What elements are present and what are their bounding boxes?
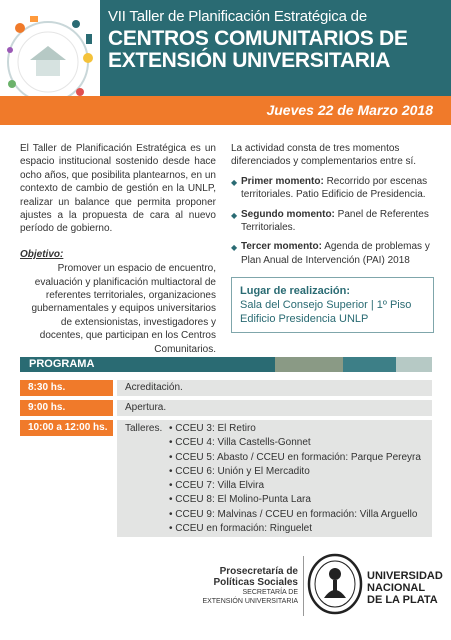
- secretaria-line: SECRETARÍA DE: [242, 589, 298, 596]
- activity-column: [231, 142, 434, 333]
- decorative-segment: [275, 357, 343, 372]
- moment-title: Tercer momento:: [241, 241, 322, 253]
- secretaria-line: Políticas Sociales: [213, 577, 298, 588]
- university-name-line: UNIVERSIDAD: [367, 570, 443, 582]
- diamond-bullet-icon: ◆: [231, 243, 238, 253]
- schedule-activity-block: [117, 420, 432, 537]
- title-line-2: CENTROS COMUNITARIOS DE: [108, 27, 408, 50]
- program-header-bar: [20, 357, 432, 372]
- schedule-activity: Apertura.: [117, 400, 432, 416]
- schedule-time: 10:00 a 12:00 hs.: [20, 420, 113, 436]
- decorative-segment: [343, 357, 396, 372]
- secretaria-logo: [196, 566, 298, 606]
- schedule-row: [20, 380, 432, 396]
- schedule-time: 8:30 hs.: [20, 380, 113, 396]
- taller-item: • CCEU en formación: Ringuelet: [169, 522, 421, 536]
- moment-text: [241, 240, 434, 267]
- activity-intro: La actividad consta de tres momentos diferenciados y complementarios entre sí.: [231, 143, 417, 168]
- secretaria-line: Prosecretaría de: [219, 566, 298, 577]
- title-line-1: VII Taller de Planificación Estratégica de: [108, 8, 367, 25]
- schedule-activity: Acreditación.: [117, 380, 432, 396]
- schedule-row: [20, 420, 432, 537]
- objective-heading: Objetivo:: [20, 248, 64, 260]
- diamond-bullet-icon: ◆: [231, 210, 238, 220]
- objective-paragraph: Promover un espacio de encuentro, evaluación y planificación multiactoral de referentes territoriales, organizaciones gubernamentales y equipos universitarios de extensionistas, investigadores y docentes, que participan en los Centros Comunitarios.: [31, 263, 216, 355]
- location-building: Edificio Presidencia UNLP: [240, 313, 369, 326]
- university-name-line: DE LA PLATA: [367, 594, 438, 606]
- footer: [0, 548, 451, 640]
- program-title: PROGRAMA: [20, 357, 275, 372]
- moment-text: [241, 208, 434, 235]
- taller-item: • CCEU 5: Abasto / CCEU en formación: Parque Pereyra: [169, 451, 421, 465]
- date-banner: [0, 96, 451, 125]
- university-name-line: NACIONAL: [367, 582, 426, 594]
- talleres-list: [169, 422, 421, 536]
- university-name: [367, 570, 443, 606]
- taller-item: • CCEU 7: Villa Elvira: [169, 479, 421, 493]
- taller-item: • CCEU 3: El Retiro: [169, 422, 421, 436]
- taller-item: • CCEU 6: Unión y El Mercadito: [169, 465, 421, 479]
- secretaria-line: EXTENSIÓN UNIVERSITARIA: [202, 598, 298, 605]
- schedule-row: [20, 400, 432, 416]
- diamond-bullet-icon: ◆: [231, 177, 238, 187]
- event-title: [108, 8, 448, 72]
- moment-description: Recorrido por escenas territoriales. Patio Edificio de Presidencia.: [241, 175, 428, 201]
- moment-item: [231, 208, 434, 235]
- taller-item: • CCEU 4: Villa Castells-Gonnet: [169, 436, 421, 450]
- title-line-3: EXTENSIÓN UNIVERSITARIA: [108, 49, 391, 72]
- footer-divider: [303, 556, 304, 616]
- location-title: Lugar de realización:: [240, 285, 351, 298]
- moment-title: Primer momento:: [241, 175, 324, 187]
- moment-description: Agenda de problemas y Plan Anual de Intervención (PAI) 2018: [241, 241, 430, 266]
- moment-item: [231, 175, 434, 202]
- moment-title: Segundo momento:: [241, 208, 335, 220]
- schedule-time: 9:00 hs.: [20, 400, 113, 416]
- taller-item: • CCEU 8: El Molino-Punta Lara: [169, 493, 421, 507]
- university-seal-icon: [306, 552, 364, 616]
- taller-item: • CCEU 9: Malvinas / CCEU en formación: Villa Arguello: [169, 508, 421, 522]
- intro-paragraph: El Taller de Planificación Estratégica es un espacio institucional sostenido desde hace ocho años, que posibilita plantearnos, en un contexto de cambio de gestión en la UNLP, realizar un balance que permita proponer ajustes a la propuesta de cara al nuevo período de gobierno.: [20, 143, 216, 235]
- moment-text: [241, 175, 434, 202]
- schedule-activity: Talleres.: [125, 423, 163, 434]
- moment-item: [231, 240, 434, 267]
- decorative-segment: [396, 357, 432, 372]
- event-date: Jueves 22 de Marzo 2018: [266, 102, 433, 118]
- moment-description: Panel de Referentes Territoriales.: [241, 208, 429, 234]
- location-room: Sala del Consejo Superior | 1º Piso: [240, 299, 412, 312]
- intro-column: [20, 142, 216, 356]
- location-box: [231, 277, 434, 333]
